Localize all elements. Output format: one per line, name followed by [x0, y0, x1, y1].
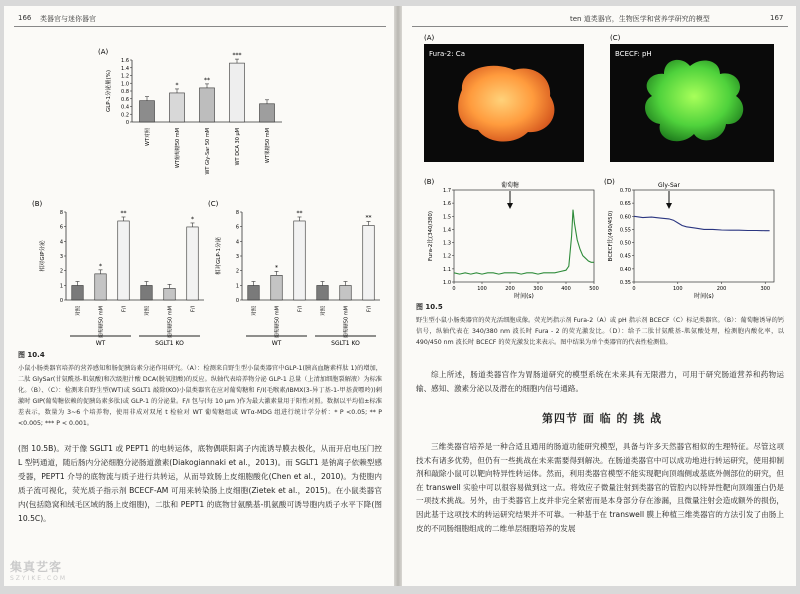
y-tick-label: 1.1 [443, 266, 451, 273]
bar [72, 285, 84, 300]
figure-10-5 [402, 30, 796, 320]
bar [187, 227, 199, 300]
category-label: 对照 [144, 306, 151, 317]
right-running-head: ten 道类器官，生物医学和营养学研究的模型 [570, 15, 710, 23]
panel-label: (B) [32, 200, 43, 208]
y-axis-label: 相对GLP-1分泌 [216, 236, 222, 276]
y-tick-label: 6 [59, 224, 63, 231]
bar [118, 221, 130, 300]
x-axis-label: 时间(s) [514, 293, 534, 300]
trace-line [454, 210, 594, 274]
y-tick-label: 1.2 [443, 253, 451, 260]
y-tick-label: 1.0 [443, 280, 451, 286]
x-tick-label: 0 [632, 286, 636, 292]
y-tick-label: 0 [125, 120, 129, 126]
y-tick-label: 1.4 [121, 65, 129, 72]
y-tick-label: 4 [59, 239, 63, 246]
category-label: F/I [297, 306, 304, 313]
header-rule [14, 26, 386, 27]
significance-marker: ** [204, 76, 210, 84]
y-tick-label: 0.8 [121, 89, 129, 95]
bar [340, 285, 352, 300]
y-tick-label: 0 [235, 298, 239, 304]
y-tick-label: 0.70 [619, 188, 631, 194]
bar [230, 63, 245, 122]
stimulus-arrow-head [507, 203, 513, 209]
x-tick-label: 100 [477, 286, 487, 292]
right-paragraph-1: 综上所述，肠道类器官作为胃肠道研究的模型系统在未来具有无限潜力，可用于研究肠道营养和药物运输、感知、激素分泌以及潜在的细胞内信号通路。 [416, 370, 784, 393]
y-tick-label: 6 [235, 224, 239, 231]
significance-marker: * [99, 262, 102, 270]
category-label: WT果糖50 mM [265, 128, 271, 164]
category-label: WT DCA 30 μM [235, 128, 241, 166]
bar [294, 221, 306, 300]
x-axis-label: 时间(s) [694, 293, 714, 300]
figure-10-5-label: 图 10.5 [416, 303, 443, 311]
figure-10-4-caption: 小鼠小肠类器官培养的营养感知和肠促胰岛素分泌作用研究。（A）：检测来自野生型小鼠类器官中GLP-1(胰高血糖素样肽 1)的增加，二肽 GlySar(甘氨酰基-肌氨酸)和次级胆汁酸 DCA(脱氧胆酸)的反应。纵轴代表培养物分泌 GLP-1 总量（上清加细胞裂解液）为标准化。（B）、（C）：检测来自野生型(WT)或 SGLT1 敲除(KO)小鼠类器官在应对葡萄糖和 F/I(毛喉素/IBMX(3-异丁基-1-甲基黄嘌呤))刺激时 GIP(葡萄糖依赖的促胰岛素多肽)或 GLP-1 的分泌量。F/I 包与(每 10 μm )作为最大激素量用于阳性对照。数据以平均值±标准差表示，数量为 3~6 个培养物，使用非成对双尾 t 检验对 WT 葡萄糖组或 WTα-MDG 组进行统计学分析：* P <0.05; ** P <0.005; *** P < 0.001。 [18, 365, 382, 427]
category-label: F/I [121, 306, 128, 313]
significance-marker: * [191, 215, 194, 223]
bar [164, 288, 176, 300]
left-running-head: 类器官与迷你器官 [40, 15, 96, 23]
significance-marker: ** [365, 214, 372, 222]
fig-10-5-panel-a-label: (A) [424, 34, 435, 42]
header-rule-right [412, 26, 788, 27]
y-tick-label: 0.65 [619, 201, 631, 208]
category-label: WT葡萄糖50 mM [175, 128, 181, 169]
y-tick-label: 0.4 [121, 104, 129, 111]
x-tick-label: 500 [589, 286, 599, 292]
y-tick-label: 1.6 [443, 201, 451, 208]
bar [317, 285, 329, 300]
y-axis-label: 相对GIP分泌 [40, 240, 46, 272]
stimulus-annotation: 葡萄糖 [500, 182, 520, 189]
plot-frame [634, 190, 774, 282]
fig-10-4-panel-a [98, 48, 282, 175]
category-label: 对照 [320, 306, 327, 317]
category-label: 葡萄糖50 mM [167, 306, 174, 339]
trace-line [634, 216, 770, 230]
y-tick-label: 1.5 [443, 214, 451, 221]
x-tick-label: 200 [716, 286, 727, 292]
bar [140, 101, 155, 122]
y-tick-label: 1 [59, 283, 63, 290]
group-label: SGLT1 KO [155, 340, 184, 347]
y-tick-label: 3 [59, 254, 63, 260]
y-tick-label: 1.4 [443, 227, 451, 234]
x-tick-label: 200 [505, 286, 515, 292]
significance-marker: *** [232, 52, 242, 60]
bar [260, 104, 275, 122]
plot-frame [454, 190, 594, 282]
bcecf-image-tag: BCECF: pH [615, 50, 652, 58]
significance-marker: ** [120, 209, 127, 217]
bar [170, 93, 185, 122]
y-axis-label: Fura-2比(340/380) [428, 210, 434, 262]
group-label: WT [95, 340, 106, 347]
y-tick-label: 3 [235, 254, 239, 260]
y-tick-label: 0.55 [619, 227, 631, 234]
category-label: F/I [190, 306, 197, 313]
panel-label: (C) [208, 200, 219, 208]
y-tick-label: 1.6 [121, 58, 129, 64]
y-tick-label: 1.0 [121, 81, 129, 88]
fig-10-5-panel-c-label: (C) [610, 34, 621, 42]
bar [363, 225, 375, 300]
y-tick-label: 1.2 [121, 73, 129, 80]
section-title: 第四节 面 临 的 挑 战 [542, 412, 663, 425]
x-tick-label: 100 [672, 286, 683, 292]
significance-marker: * [175, 81, 179, 89]
figure-10-5-caption: 野生型小鼠小肠类器官的荧光活细胞成像。荧光钙指示剂 Fura-2（A）或 pH 指示剂 BCECF（C）标记类器官。（B）：葡萄糖诱导的钙信号，纵轴代表在 340/380 nm 波长时 Fura - 2 的荧光激发比。（D）：给予二肽甘氨酰基-肌氨酸处理，检测胞内酸化率，以 490/450 nm 波长时 BCECF 的荧光激发比来表示。图中结果为单个类器官的代表性检测值。 [416, 317, 784, 346]
y-tick-label: 0.45 [619, 253, 631, 260]
y-tick-label: 2 [59, 268, 63, 275]
category-label: 葡萄糖50 mM [274, 306, 281, 339]
right-page-number: 167 [770, 14, 784, 22]
group-label: SGLT1 KO [331, 340, 360, 347]
y-tick-label: 8 [59, 210, 63, 216]
stimulus-arrow-head [666, 203, 672, 209]
y-tick-label: 4 [235, 239, 239, 246]
fig-10-4-panel-c [208, 200, 380, 347]
y-tick-label: 0.40 [619, 266, 631, 273]
significance-marker: * [275, 264, 278, 272]
y-tick-label: 0.35 [619, 280, 631, 286]
category-label: 对照 [251, 306, 258, 317]
y-tick-label: 0.6 [121, 96, 129, 103]
group-label: WT [271, 340, 282, 347]
panel-label: (A) [98, 48, 109, 56]
category-label: F/I [366, 306, 373, 313]
fig-10-5-panel-b [424, 178, 599, 300]
bar [271, 275, 283, 300]
category-label: 对照 [75, 306, 82, 317]
significance-marker: ** [296, 209, 303, 217]
right-paragraph-2: 三维类器官培养是一种合适且通用的肠道功能研究模型，具备与许多天然器官相似的生理特征。尽管这项技术有诸多优势，但仍有一些挑战在未来需要得到解决。在肠道类器官中可以成功地进行转运研究，使用抑制剂和敲除小鼠可以靶向特异性转运体。然而，利用类器官模型不能实现靶向顶端侧或基底外侧部位的研究，但在 transwell 实验中可以很容易做到这一点。将效应子微量注射到类器官的管腔内以特异性靶向顶端蛋白仍是一项技术挑战。另外，由于类器官上皮并非完全紧密而是本身部分存在渗漏，且微量注射会造成额外的损伤，因此基于这项技术的转运研究结果并不可靠。一种基于在 transwell 膜上种植三维类器官的方法引发了由肠上皮的不同肠细胞组成的二维单层细胞培养的发展 [416, 442, 784, 533]
fig-10-5-panel-d [604, 178, 774, 300]
x-tick-label: 300 [533, 286, 543, 292]
y-tick-label: 0.60 [619, 214, 631, 221]
figure-10-4 [4, 30, 394, 370]
x-tick-label: 0 [452, 286, 456, 292]
fura2-image-tag: Fura-2: Ca [429, 50, 465, 58]
bar [248, 285, 260, 300]
panel-label: (B) [424, 178, 435, 186]
stimulus-annotation: Gly-Sar [658, 182, 680, 189]
y-tick-label: 0.2 [121, 112, 129, 119]
y-tick-label: 1.3 [443, 240, 451, 247]
x-tick-label: 300 [760, 286, 771, 292]
right-page [402, 6, 796, 586]
bar [200, 88, 215, 122]
y-axis-label: GLP-1分泌量(%) [106, 69, 112, 113]
bar [95, 274, 107, 300]
y-tick-label: 0 [59, 298, 63, 304]
y-tick-label: 0.50 [619, 240, 631, 247]
category-label: 葡萄糖50 mM [98, 306, 105, 339]
watermark [10, 558, 67, 582]
panel-label: (D) [604, 178, 615, 186]
figure-10-4-label: 图 10.4 [18, 351, 45, 359]
y-tick-label: 8 [235, 210, 239, 216]
left-page [4, 6, 394, 586]
left-body-text: (图 10.5B)。对于像 SGLT1 或 PEPT1 的电转运体，底物偶联阳离子内流诱导膜去极化，从而开启电压门控 L 型钙通道，随后肠内分泌细胞分泌肠道激素(Diakogiannaki et al.，2013)。而 SGLT1 是钠离子依赖型感受器，PEPT1 介导的底物流与质子进行共转运，从而导致肠上皮细胞酸化(Chen et al.，2010)。为使胞内质子流可视化，荧光质子指示剂 BCECF-AM 可用来转染肠上皮细胞(Zietek et al.，2015)。在小鼠类器官内(包括隐窝和绒毛区域的肠上皮细胞)，二肽和 PEPT1 的底物甘氨酰基-肌氨酸可诱导胞内质子水平下降(图 10.5C)。 [18, 444, 382, 523]
y-tick-label: 1 [235, 283, 239, 290]
bar [141, 285, 153, 300]
left-page-number: 166 [18, 14, 32, 22]
watermark-text: 集真艺客 [10, 560, 63, 574]
fig-10-4-panel-b [32, 200, 204, 347]
y-tick-label: 2 [235, 268, 239, 275]
category-label: 葡萄糖50 mM [343, 306, 350, 339]
y-axis-label: BCECF比(490/450) [608, 210, 614, 262]
category-label: WT对照 [145, 128, 151, 146]
y-tick-label: 1.7 [443, 188, 451, 194]
watermark-subtext: SZYIKE.COM [10, 575, 68, 582]
category-label: WT Gly-Sar 50 mM [205, 128, 211, 175]
x-tick-label: 400 [561, 286, 571, 292]
